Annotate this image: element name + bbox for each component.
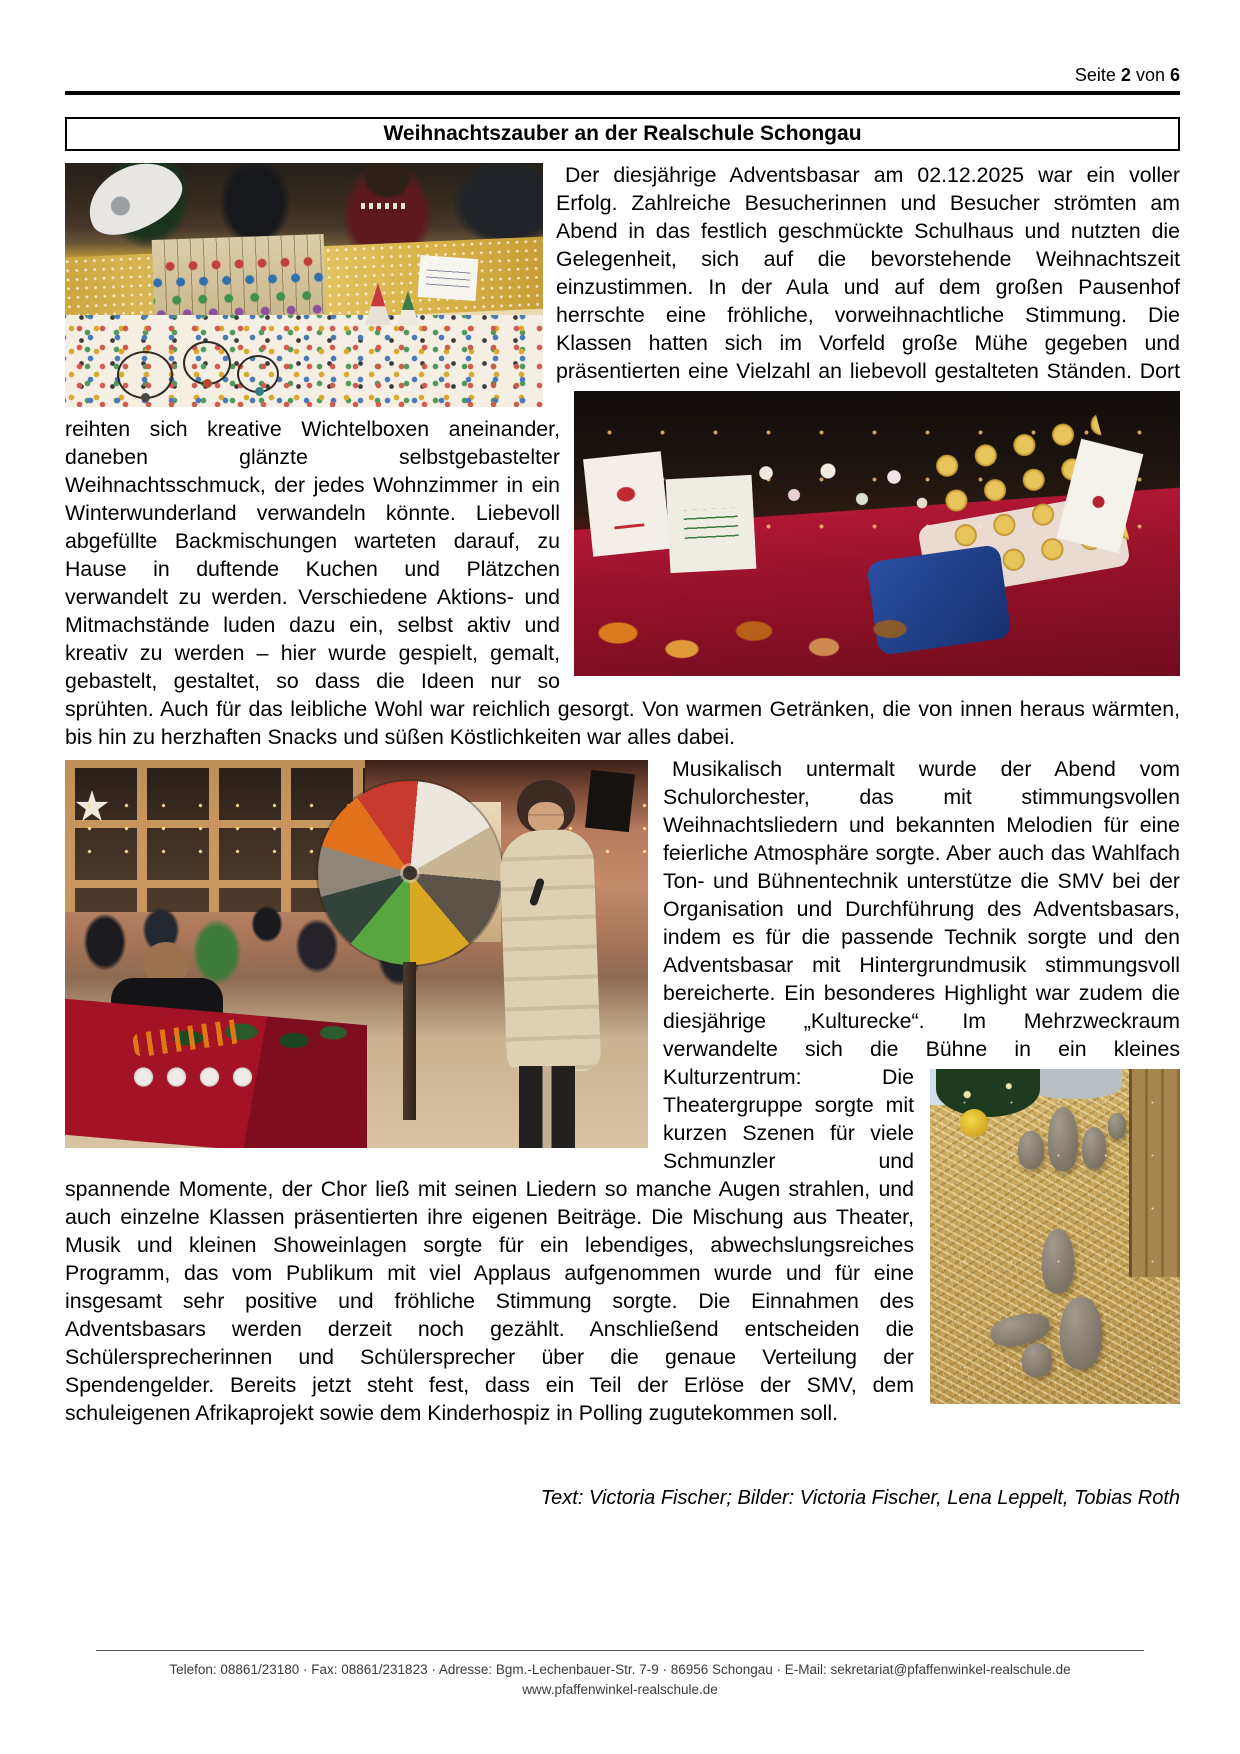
footer-contact-line: Telefon: 08861/23180 · Fax: 08861/231823 · Adresse: Bgm.-Lechenbauer-Str. 7-9 · 86956 Schongau · E-Mail: sekretariat@pfaffenwinkel-realschule.de [169,1662,1071,1677]
photo-clay-nativity-scene [930,1069,1180,1404]
paragraph-2-text-a: Musikalisch untermalt wurde der Abend vom Schulorchester, das mit stimmungsvollen Weihnachtsliedern und bekannten Melodien für eine feierliche Atmosphäre sorgte. Aber auch das Wahlfach Ton- und Bühnentechnik unterstütze die SMV bei der Organisation und Durchführung des Adventsbasars, indem es für die passende Technik sorgte und den Adventsbasar mit Hintergrundmusik stimmungsvoll bereicherte. Ein besonderes Highlight war zudem die diesjährige „Kulturecke“. Im Mehrzweckraum verwandelte sich die Bühne [663,757,1180,1061]
credit-line: Text: Victoria Fischer; Bilder: Victoria Fischer, Lena Leppelt, Tobias Roth [540,1487,1180,1509]
photo3-speaker-box [585,770,635,832]
photo-aula-colour-wheel [65,760,648,1148]
photo2-paper-flowers [746,443,946,539]
photo4-fairy-lights [930,1069,1180,1404]
paragraph-2-text-b: in ein kleines Kulturzentrum: Die Theatergruppe sorgte mit kurzen Szenen für viele Schmunzler und spannende Momente, der Chor ließ mit seinen Liedern so manche Augen strahlen, und auch einzelne Klassen präsentierten ihre eigenen Beiträge. Die Mischung aus Theater, Musik und kleinen Showeinlagen sorgte für ein lebendiges, abwechslungsreiches Programm, das vom Publikum mit viel Applaus aufgenommen wurde und für eine insgesamt sehr positive und fröhliche Stimmung sorgte. Die Einnahmen des Adventsbasars werden derzeit noch gezählt. Anschließend entscheiden die Schülersprecherinnen und Schülersprecher über die genaue Verteilung der Spendengelder. Bereits jetzt steht fest, dass ein Teil der Erlöse der SMV, dem schuleigenen Afrikaprojekt sowie dem Kinderhospiz in Polling zugutekommen soll. [65,1037,1180,1425]
page-footer [96,1650,1144,1700]
photo3-wheel-hub [403,866,417,880]
photo1-hoodie-print [361,203,407,209]
photo1-price-sign [418,255,479,301]
photo3-woman-legs [519,1066,575,1148]
photo1-necklace-cord [237,355,279,393]
photo-red-craft-table [574,391,1180,676]
photo1-necklace-cord [117,351,173,399]
page-indicator-total: 6 [1169,65,1180,85]
page-indicator-current: 2 [1120,65,1131,85]
photo1-necklace-cord [183,341,231,385]
photo2-greeting-card [666,475,757,573]
photo3-woman-face [528,802,564,832]
photo3-woman-puffer-coat [499,828,601,1073]
article-paragraph-2 [65,755,1180,1427]
footer-website: www.pfaffenwinkel-realschule.de [522,1682,718,1697]
page-indicator-middle: von [1135,65,1165,85]
paragraph-1-text-b: Ständen. Dort reihten sich kreative Wichtelboxen aneinander, daneben glänzte selbstgebastelter Weihnachtsschmuck, der jedes Wohnzimmer in ein Winterwunderland verwandeln könnte. Liebevoll abgefüllte Backmischungen warteten darauf, zu Hause in duftende Kuchen und Plätzchen verwandelt zu werden. Verschiedene Aktions- und Mitmachstände luden dazu ein, selbst aktiv und kreativ zu werden – hier wurde gespielt, gemalt, gebastelt, gestaltet, so dass die Ideen nur so sprühten. Auch für das leibliche Wohl war reichlich gesorgt. Von warmen Getränken, die von innen heraus wärmten, bis hin zu herzhaften Snacks und süßen Köstlichkeiten war alles dabei. [65,359,1180,749]
photo3-wheel-stand [403,962,416,1120]
page-indicator [65,0,1180,86]
paragraph-1-text-a: Der diesjährige Adventsbasar am 02.12.2025 war ein voller Erfolg. Zahlreiche Besucherinnen und Besucher strömten am Abend in das festlich geschmückte Schulhaus und nutzten die Gelegenheit, sich auf die bevorstehende Weihnachtszeit einzustimmen. In der Aula und auf dem großen Pausenhof herrschte eine fröhliche, vorweihnachtliche Stimmung. Die Klassen hatten sich im Vorfeld große Mühe gegeben und präsentierten eine Vielzahl an liebevoll gestalteten [556,163,1180,383]
photo3-white-mugs [123,1058,263,1090]
article-title-box [65,117,1180,151]
page-content [65,0,1180,1511]
photo1-necklace-display-board [152,234,327,320]
article-title: Weihnachtszauber an der Realschule Schongau [383,122,862,145]
photo2-paper-leaves [574,605,934,676]
photo2-greeting-card [583,451,671,557]
page-indicator-prefix: Seite [1074,65,1116,85]
photo-advent-market-stall [65,163,543,407]
article-paragraph-1 [65,161,1180,751]
header-rule [65,91,1180,95]
